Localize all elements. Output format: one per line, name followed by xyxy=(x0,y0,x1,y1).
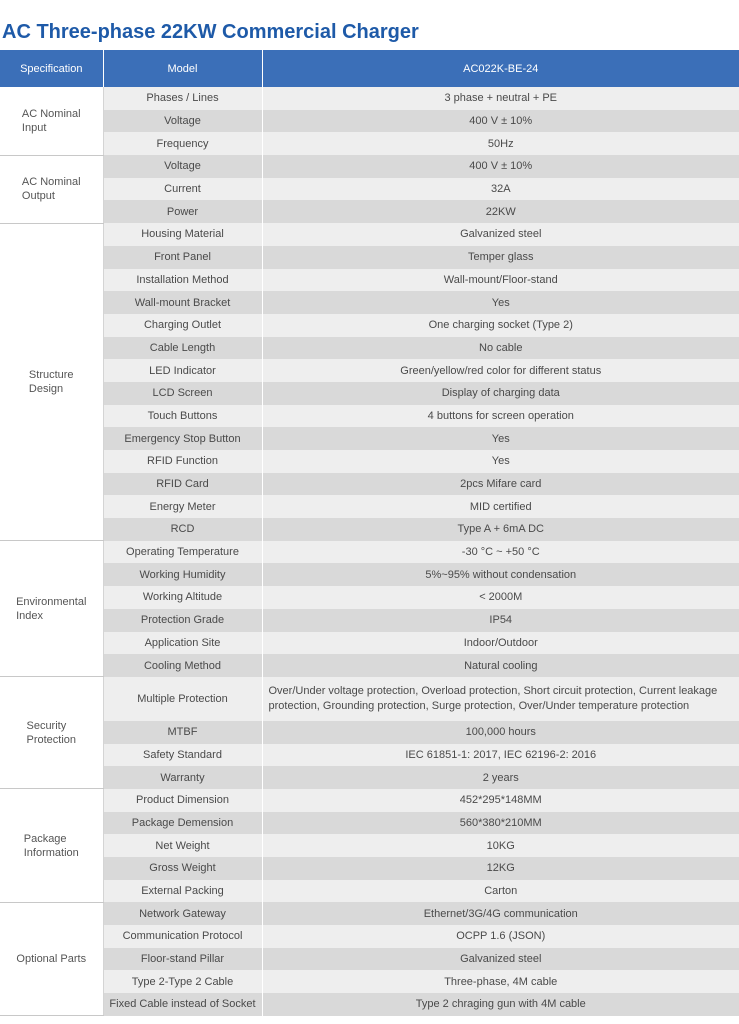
parameter-name: External Packing xyxy=(103,880,262,903)
parameter-name: MTBF xyxy=(103,721,262,744)
parameter-value: 50Hz xyxy=(262,132,739,155)
parameter-value: Yes xyxy=(262,450,739,473)
parameter-value: Temper glass xyxy=(262,246,739,269)
table-row xyxy=(0,993,739,1016)
parameter-value: Indoor/Outdoor xyxy=(262,632,739,655)
parameter-value: MID certified xyxy=(262,495,739,518)
table-row xyxy=(0,812,739,835)
parameter-name: Housing Material xyxy=(103,223,262,246)
parameter-name: Gross Weight xyxy=(103,857,262,880)
parameter-name: Protection Grade xyxy=(103,609,262,632)
parameter-name: Voltage xyxy=(103,110,262,133)
table-row xyxy=(0,473,739,496)
parameter-value: IEC 61851-1: 2017, IEC 62196-2: 2016 xyxy=(262,744,739,767)
parameter-name: Front Panel xyxy=(103,246,262,269)
parameter-name: Cable Length xyxy=(103,337,262,360)
group-label: AC Nominal Input xyxy=(21,107,81,134)
parameter-name: Phases / Lines xyxy=(103,87,262,110)
parameter-value: 2pcs Mifare card xyxy=(262,473,739,496)
table-row xyxy=(0,721,739,744)
parameter-name: Frequency xyxy=(103,132,262,155)
parameter-name: Warranty xyxy=(103,766,262,789)
table-row xyxy=(0,427,739,450)
table-row xyxy=(0,178,739,201)
table-row xyxy=(0,518,739,541)
parameter-value: Wall-mount/Floor-stand xyxy=(262,269,739,292)
parameter-name: LED Indicator xyxy=(103,359,262,382)
table-row xyxy=(0,970,739,993)
table-row xyxy=(0,902,739,925)
parameter-name: Voltage xyxy=(103,155,262,178)
header-model: Model xyxy=(103,50,262,87)
parameter-value: 32A xyxy=(262,178,739,201)
parameter-value: One charging socket (Type 2) xyxy=(262,314,739,337)
parameter-value: Over/Under voltage protection, Overload protection, Short circuit protection, Current leakage protection, Grounding protection, Surge protection, Over/Under temperature protection xyxy=(262,677,739,721)
group-label-cell xyxy=(0,155,103,223)
parameter-value: No cable xyxy=(262,337,739,360)
parameter-name: Floor-stand Pillar xyxy=(103,948,262,971)
table-row xyxy=(0,87,739,110)
table-row xyxy=(0,632,739,655)
parameter-value: 3 phase + neutral + PE xyxy=(262,87,739,110)
parameter-name: Application Site xyxy=(103,632,262,655)
parameter-name: LCD Screen xyxy=(103,382,262,405)
parameter-name: Charging Outlet xyxy=(103,314,262,337)
parameter-name: RFID Function xyxy=(103,450,262,473)
parameter-value: Three-phase, 4M cable xyxy=(262,970,739,993)
parameter-name: Installation Method xyxy=(103,269,262,292)
parameter-name: Working Altitude xyxy=(103,586,262,609)
parameter-name: Power xyxy=(103,200,262,223)
parameter-name: Emergency Stop Button xyxy=(103,427,262,450)
parameter-name: Fixed Cable instead of Socket xyxy=(103,993,262,1016)
table-row xyxy=(0,132,739,155)
parameter-name: Touch Buttons xyxy=(103,405,262,428)
group-label-cell xyxy=(0,902,103,1015)
spec-table-body xyxy=(0,87,739,1016)
parameter-name: Current xyxy=(103,178,262,201)
group-label: Environmental Index xyxy=(16,595,87,622)
header-specification: Specification xyxy=(0,50,103,87)
parameter-value: 560*380*210MM xyxy=(262,812,739,835)
parameter-value: Type 2 chraging gun with 4M cable xyxy=(262,993,739,1016)
table-row xyxy=(0,314,739,337)
table-row xyxy=(0,291,739,314)
parameter-value: -30 °C ~ +50 °C xyxy=(262,541,739,564)
parameter-value: Green/yellow/red color for different status xyxy=(262,359,739,382)
table-header-row xyxy=(0,50,739,87)
parameter-value: 4 buttons for screen operation xyxy=(262,405,739,428)
table-row xyxy=(0,359,739,382)
table-row xyxy=(0,223,739,246)
group-label-cell xyxy=(0,541,103,677)
table-row xyxy=(0,382,739,405)
parameter-name: Cooling Method xyxy=(103,654,262,677)
table-row xyxy=(0,925,739,948)
table-row xyxy=(0,586,739,609)
parameter-value: Natural cooling xyxy=(262,654,739,677)
group-label: Optional Parts xyxy=(16,953,87,966)
parameter-name: Working Humidity xyxy=(103,563,262,586)
parameter-name: Net Weight xyxy=(103,834,262,857)
parameter-name: RCD xyxy=(103,518,262,541)
table-row xyxy=(0,654,739,677)
group-label: Structure Design xyxy=(28,368,74,395)
table-row xyxy=(0,563,739,586)
parameter-value: 100,000 hours xyxy=(262,721,739,744)
table-row xyxy=(0,677,739,721)
parameter-name: Communication Protocol xyxy=(103,925,262,948)
parameter-name: Package Demension xyxy=(103,812,262,835)
parameter-value: 400 V ± 10% xyxy=(262,110,739,133)
parameter-value: Yes xyxy=(262,291,739,314)
spec-table xyxy=(0,50,739,1016)
parameter-name: Energy Meter xyxy=(103,495,262,518)
table-row xyxy=(0,155,739,178)
table-row xyxy=(0,857,739,880)
page-title: AC Three-phase 22KW Commercial Charger xyxy=(2,21,419,43)
group-label-cell xyxy=(0,677,103,789)
parameter-value: Carton xyxy=(262,880,739,903)
table-row xyxy=(0,766,739,789)
parameter-name: Type 2-Type 2 Cable xyxy=(103,970,262,993)
parameter-value: Galvanized steel xyxy=(262,223,739,246)
group-label-cell xyxy=(0,223,103,541)
table-row xyxy=(0,609,739,632)
table-row xyxy=(0,880,739,903)
parameter-value: Yes xyxy=(262,427,739,450)
group-label: Package Information xyxy=(23,832,79,859)
parameter-name: Network Gateway xyxy=(103,902,262,925)
parameter-value: Galvanized steel xyxy=(262,948,739,971)
parameter-value: 22KW xyxy=(262,200,739,223)
table-row xyxy=(0,246,739,269)
parameter-value: Type A + 6mA DC xyxy=(262,518,739,541)
parameter-value: 452*295*148MM xyxy=(262,789,739,812)
header-model-number: AC022K-BE-24 xyxy=(262,50,739,87)
table-row xyxy=(0,541,739,564)
parameter-name: Operating Temperature xyxy=(103,541,262,564)
parameter-name: Product Dimension xyxy=(103,789,262,812)
parameter-value: 2 years xyxy=(262,766,739,789)
group-label-cell xyxy=(0,789,103,902)
table-row xyxy=(0,450,739,473)
parameter-value: 12KG xyxy=(262,857,739,880)
parameter-name: RFID Card xyxy=(103,473,262,496)
parameter-value: 5%~95% without condensation xyxy=(262,563,739,586)
parameter-value: 10KG xyxy=(262,834,739,857)
table-row xyxy=(0,200,739,223)
parameter-value: Ethernet/3G/4G communication xyxy=(262,902,739,925)
parameter-value: < 2000M xyxy=(262,586,739,609)
group-label: AC Nominal Output xyxy=(21,176,81,203)
parameter-value: Display of charging data xyxy=(262,382,739,405)
table-row xyxy=(0,834,739,857)
parameter-name: Multiple Protection xyxy=(103,677,262,721)
parameter-value: 400 V ± 10% xyxy=(262,155,739,178)
table-row xyxy=(0,948,739,971)
table-row xyxy=(0,405,739,428)
parameter-name: Wall-mount Bracket xyxy=(103,291,262,314)
parameter-name: Safety Standard xyxy=(103,744,262,767)
parameter-value: IP54 xyxy=(262,609,739,632)
table-row xyxy=(0,495,739,518)
table-row xyxy=(0,269,739,292)
table-row xyxy=(0,789,739,812)
group-label: Security Protection xyxy=(26,719,77,746)
group-label-cell xyxy=(0,87,103,155)
table-row xyxy=(0,744,739,767)
parameter-value: OCPP 1.6 (JSON) xyxy=(262,925,739,948)
table-row xyxy=(0,337,739,360)
table-row xyxy=(0,110,739,133)
